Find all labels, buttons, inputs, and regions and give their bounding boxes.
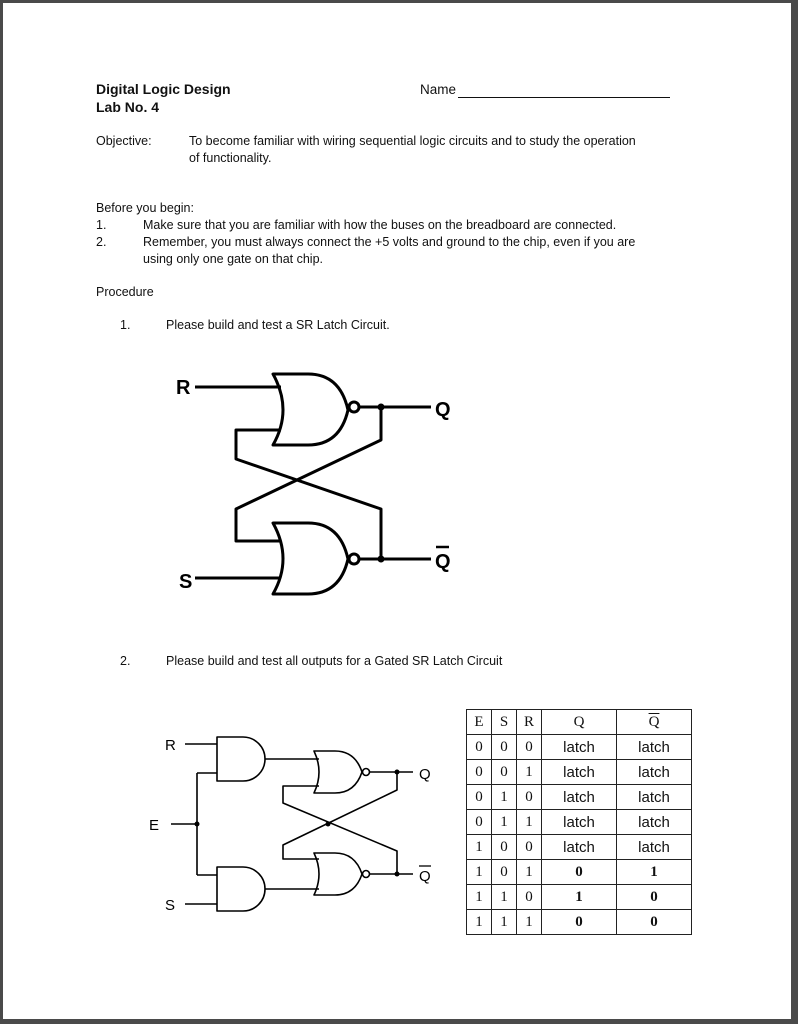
truth-table-header-row xyxy=(467,710,692,735)
gated-nor-bubble-bottom xyxy=(363,871,370,878)
procedure-heading: Procedure xyxy=(96,285,154,299)
header-r: R xyxy=(517,710,542,735)
gated-label-e: E xyxy=(149,817,160,834)
table-cell: 1 xyxy=(492,910,517,935)
table-cell: 1 xyxy=(517,910,542,935)
procedure-step-1-text: Please build and test a SR Latch Circuit. xyxy=(166,318,390,332)
table-cell: latch xyxy=(542,810,617,835)
objective-line-1: To become familiar with wiring sequential logic circuits and to study the operation xyxy=(189,134,636,148)
nor-bubble-bottom xyxy=(349,554,359,564)
before-heading: Before you begin: xyxy=(96,201,194,215)
table-cell: latch xyxy=(617,835,692,860)
before-item-2-number: 2. xyxy=(96,235,107,249)
gated-label-r: R xyxy=(165,737,176,754)
course-title: Digital Logic Design xyxy=(96,81,231,97)
gated-nor-top xyxy=(314,751,362,793)
and-gate-top xyxy=(217,737,265,781)
table-cell: 1 xyxy=(492,810,517,835)
table-row xyxy=(467,835,692,860)
table-cell: 0 xyxy=(617,885,692,910)
table-cell: 1 xyxy=(542,885,617,910)
table-cell: 0 xyxy=(617,910,692,935)
table-cell: latch xyxy=(542,785,617,810)
gated-label-q: Q xyxy=(419,766,431,783)
table-cell: 1 xyxy=(467,910,492,935)
procedure-step-2-number: 2. xyxy=(120,654,131,668)
header-s: S xyxy=(492,710,517,735)
table-cell: latch xyxy=(542,835,617,860)
table-cell: 1 xyxy=(492,785,517,810)
table-row xyxy=(467,885,692,910)
table-cell: latch xyxy=(617,810,692,835)
table-row xyxy=(467,760,692,785)
table-cell: 0 xyxy=(467,735,492,760)
procedure-step-1-number: 1. xyxy=(120,318,131,332)
gated-q-junction xyxy=(395,770,400,775)
table-cell: 1 xyxy=(467,835,492,860)
sr-label-q: Q xyxy=(435,399,451,421)
nor-bubble-top xyxy=(349,402,359,412)
table-row xyxy=(467,810,692,835)
gated-qbar-feedback xyxy=(283,786,397,874)
table-cell: 0 xyxy=(492,835,517,860)
gated-e-junction xyxy=(195,822,200,827)
table-row xyxy=(467,785,692,810)
gated-label-qbar: Q xyxy=(419,868,431,885)
table-cell: 0 xyxy=(492,860,517,885)
table-cell: 0 xyxy=(467,760,492,785)
table-cell: latch xyxy=(542,735,617,760)
table-cell: 0 xyxy=(517,835,542,860)
table-cell: latch xyxy=(542,760,617,785)
header-qbar: $\overline{Q}$ xyxy=(617,710,692,735)
gated-nor-bubble-top xyxy=(363,769,370,776)
table-cell: 0 xyxy=(467,785,492,810)
table-cell: 0 xyxy=(542,860,617,885)
table-cell: 0 xyxy=(467,810,492,835)
table-cell: 0 xyxy=(517,785,542,810)
table-cell: 1 xyxy=(467,860,492,885)
objective-line-2: of functionality. xyxy=(189,151,272,165)
before-item-2-text: Remember, you must always connect the +5 volts and ground to the chip, even if you are xyxy=(143,235,636,249)
gated-qbar-junction xyxy=(395,872,400,877)
q-junction-dot xyxy=(378,404,385,411)
table-cell: 0 xyxy=(517,885,542,910)
sr-label-s: S xyxy=(179,571,193,593)
document-page xyxy=(3,3,791,1019)
header-q: Q xyxy=(542,710,617,735)
lab-number: Lab No. 4 xyxy=(96,99,160,115)
q-feedback-wire xyxy=(236,407,381,541)
table-cell: 1 xyxy=(467,885,492,910)
sr-label-r: R xyxy=(176,377,191,399)
sr-label-qbar: Q xyxy=(435,551,451,573)
table-row xyxy=(467,860,692,885)
table-cell: latch xyxy=(617,760,692,785)
qbar-junction-dot xyxy=(378,556,385,563)
table-row xyxy=(467,735,692,760)
table-cell: 1 xyxy=(617,860,692,885)
table-cell: 0 xyxy=(492,735,517,760)
table-cell: 1 xyxy=(492,885,517,910)
truth-table xyxy=(466,709,692,935)
nor-gate-bottom xyxy=(273,523,348,594)
table-cell: 1 xyxy=(517,760,542,785)
gated-cross-dot xyxy=(326,822,331,827)
gated-q-feedback xyxy=(283,772,397,859)
table-cell: 0 xyxy=(542,910,617,935)
table-cell: latch xyxy=(617,785,692,810)
table-cell: latch xyxy=(617,735,692,760)
gated-nor-bottom xyxy=(314,853,362,895)
procedure-step-2-text: Please build and test all outputs for a Gated SR Latch Circuit xyxy=(166,654,503,668)
header-e: E xyxy=(467,710,492,735)
truth-table-body xyxy=(467,735,692,935)
objective-label: Objective: xyxy=(96,134,152,148)
before-item-1-text: Make sure that you are familiar with how the buses on the breadboard are connected. xyxy=(143,218,617,232)
name-label: Name xyxy=(420,82,457,97)
before-item-2-text-cont: using only one gate on that chip. xyxy=(143,252,323,266)
table-cell: 1 xyxy=(517,860,542,885)
table-cell: 1 xyxy=(517,810,542,835)
and-gate-bottom xyxy=(217,867,265,911)
before-item-1-number: 1. xyxy=(96,218,107,232)
table-cell: 0 xyxy=(517,735,542,760)
table-row xyxy=(467,910,692,935)
nor-gate-top xyxy=(273,374,348,445)
gated-label-s: S xyxy=(165,897,176,914)
table-cell: 0 xyxy=(492,760,517,785)
